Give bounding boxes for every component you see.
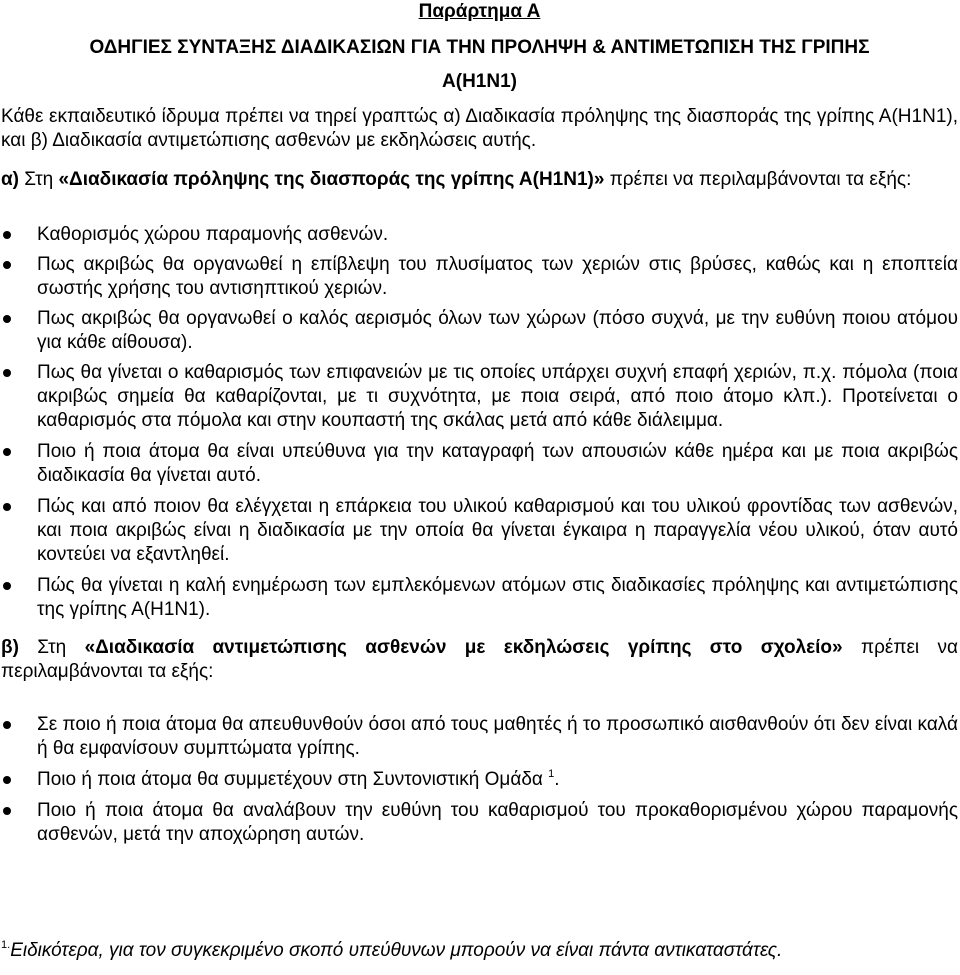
- main-title-line2: Α(Η1Ν1): [442, 71, 517, 92]
- list-item: Καθορισμός χώρου παραμονής ασθενών.: [1, 223, 958, 247]
- section-a-text1: Στη: [19, 169, 59, 190]
- list-item: Πώς και από ποιον θα ελέγχεται η επάρκεια του υλικού καθαρισμού και του υλικού φροντίδας των ασθενών, και ποια ακριβώς είναι η διαδικασία με την οποία θα γίνεται έγκαιρα η παραγγελία νέου υλικού, όταν αυτό κοντεύει να εξαντληθεί.: [1, 495, 958, 567]
- list-item: Πώς θα γίνεται η καλή ενημέρωση των εμπλεκόμενων ατόμων στις διαδικασίες πρόληψης και αντιμετώπισης της γρίπης Α(Η1Ν1).: [1, 574, 958, 622]
- intro-paragraph: Κάθε εκπαιδευτικό ίδρυμα πρέπει να τηρεί γραπτώς α) Διαδικασία πρόληψης της διασποράς της γρίπης Α(Η1Ν1), και β) Διαδικασία αντιμετώπισης ασθενών με εκδηλώσεις αυτής.: [1, 106, 958, 151]
- section-b-list: [1, 713, 958, 847]
- main-title-line1: ΟΔΗΓΙΕΣ ΣΥΝΤΑΞΗΣ ΔΙΑΔΙΚΑΣΙΩΝ ΓΙΑ ΤΗΝ ΠΡΟΛΗΨΗ & ΑΝΤΙΜΕΤΩΠΙΣΗ ΤΗΣ ΓΡΙΠΗΣ: [89, 37, 870, 58]
- list-item: Σε ποιο ή ποια άτομα θα απευθυνθούν όσοι από τους μαθητές ή το προσωπικό αισθανθούν ότι δεν είναι καλά ή θα εμφανίσουν συμπτώματα γρίπης.: [1, 713, 958, 761]
- section-b-text2: πρέπει να περιλαμβάνονται τα εξής:: [1, 637, 958, 682]
- footnote-text: Ειδικότερα, για τον συγκεκριμένο σκοπό υπεύθυνων μπορούν να είναι πάντα αντικαταστάτες.: [10, 940, 783, 961]
- footnote-reference: 1: [548, 768, 555, 780]
- list-item-text: Ποιο ή ποια άτομα θα συμμετέχουν στη Συντονιστική Ομάδα: [37, 769, 543, 790]
- list-item: Πως ακριβώς θα οργανωθεί η επίβλεψη του πλυσίματος των χεριών στις βρύσες, καθώς και η εποπτεία σωστής χρήσης του αντισηπτικού χεριών.: [1, 253, 958, 301]
- list-item-suffix: .: [554, 769, 560, 790]
- section-a-heading: [1, 168, 958, 192]
- list-item: Ποιο ή ποια άτομα θα αναλάβουν την ευθύνη του καθαρισμού του προκαθορισμένου χώρου παραμονής ασθενών, μετά την αποχώρηση αυτών.: [1, 799, 958, 847]
- list-item: [1, 768, 958, 792]
- list-item: Πως ακριβώς θα οργανωθεί ο καλός αερισμός όλων των χώρων (πόσο συχνά, με την ευθύνη ποιου ατόμου για κάθε αίθουσα).: [1, 307, 958, 355]
- section-b-bold-title: «Διαδικασία αντιμετώπισης ασθενών με εκδηλώσεις γρίπης στο σχολείο»: [84, 637, 843, 658]
- section-b-heading: [1, 636, 958, 684]
- section-a-list: [1, 223, 958, 622]
- section-b-prefix: β): [1, 637, 19, 658]
- section-a-text2: πρέπει να περιλαμβάνονται τα εξής:: [604, 169, 912, 190]
- section-a-prefix: α): [1, 169, 20, 190]
- footnote: [1, 939, 782, 963]
- appendix-title: Παράρτημα Α: [418, 1, 541, 22]
- list-item: Ποιο ή ποια άτομα θα είναι υπεύθυνα για την καταγραφή των απουσιών κάθε ημέρα και με ποια ακριβώς διαδικασία θα γίνεται αυτό.: [1, 440, 958, 488]
- footnote-mark: 1.: [1, 939, 11, 951]
- document-page: [1, 0, 958, 854]
- list-item: Πως θα γίνεται ο καθαρισμός των επιφανειών με τις οποίες υπάρχει συχνή επαφή χεριών, π.χ. πόμολα (ποια ακριβώς σημεία θα καθαρίζονται, με τι συχνότητα, με ποια σειρά, από ποιο άτομο κλπ.). Προτείνεται ο καθαρισμός στα πόμολα και στην κουπαστή της σκάλας μετά από κάθε διάλειμμα.: [1, 361, 958, 433]
- section-a-bold-title: «Διαδικασία πρόληψης της διασποράς της γρίπης Α(Η1Ν1)»: [58, 169, 605, 190]
- section-b-text1: Στη: [18, 637, 85, 658]
